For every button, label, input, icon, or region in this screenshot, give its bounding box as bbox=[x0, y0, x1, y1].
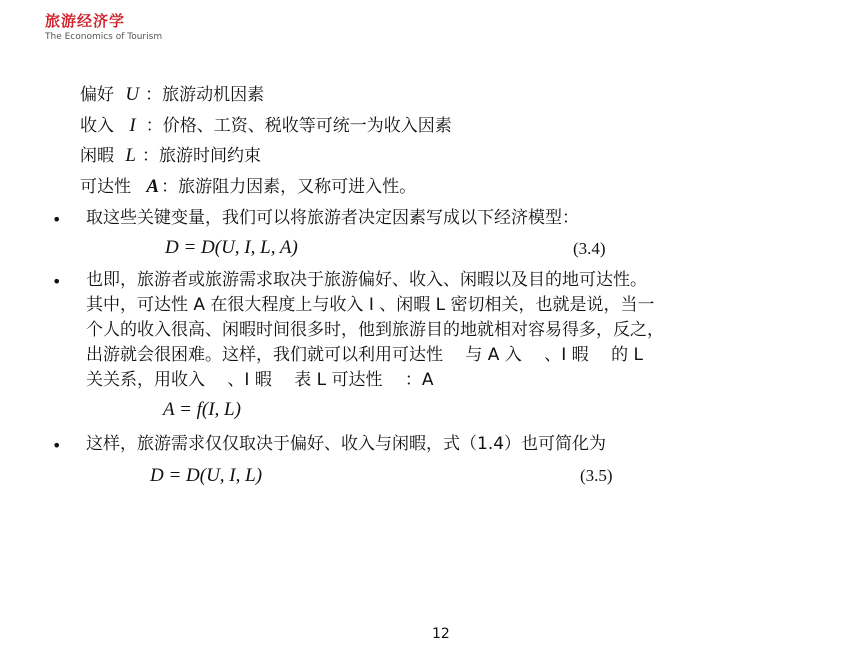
separator: ： bbox=[141, 146, 159, 166]
paragraph-accessibility bbox=[86, 268, 664, 393]
logo-title-en: The Economics of Tourism bbox=[45, 32, 163, 42]
paragraph-line: 取这些关键变量，我们可以将旅游者决定因素写成以下经济模型： bbox=[86, 208, 579, 228]
paragraph-model-intro bbox=[86, 206, 579, 231]
formula-demand-simplified: D = D(U, I, L) bbox=[150, 465, 263, 486]
separator: ： bbox=[145, 116, 163, 136]
paragraph-line: 出游就会很困难。这样，我们就可以利用可达性 与 A 入 、I 暇 的 L bbox=[86, 345, 643, 365]
bullet-marker: • bbox=[52, 272, 62, 291]
paragraph-line: 这样，旅游需求仅仅取决于偏好、收入与闲暇，式（1.4）也可简化为 bbox=[86, 434, 607, 454]
definition-leisure bbox=[80, 146, 261, 166]
symbol-i: I bbox=[129, 115, 136, 136]
bullet-marker: • bbox=[52, 210, 62, 229]
definition-label: 收入 bbox=[80, 116, 114, 136]
equation-number-3-4: (3.4) bbox=[573, 239, 606, 258]
symbol-a: A bbox=[146, 176, 160, 197]
separator: ： bbox=[145, 85, 163, 105]
definition-accessibility bbox=[80, 177, 416, 197]
symbol-l: L bbox=[125, 145, 136, 166]
formula-accessibility: A = f(I, L) bbox=[163, 399, 241, 420]
paragraph-line: 其中，可达性 A 在很大程度上与收入 I 、闲暇 L 密切相关，也就是说，当一 bbox=[86, 295, 655, 315]
definition-income bbox=[80, 116, 452, 136]
definition-preference bbox=[80, 85, 264, 105]
paragraph-line: 也即，旅游者或旅游需求取决于旅游偏好、收入、闲暇以及目的地可达性。 bbox=[86, 270, 647, 290]
separator: ： bbox=[161, 177, 179, 197]
definition-text: 价格、工资、税收等可统一为收入因素 bbox=[162, 116, 452, 136]
logo-title-cn: 旅游经济学 bbox=[45, 12, 126, 30]
equation-number-3-5: (3.5) bbox=[580, 466, 613, 485]
page-number: 12 bbox=[432, 626, 450, 642]
definition-label: 闲暇 bbox=[80, 146, 114, 166]
definition-text: 旅游阻力因素，又称可进入性。 bbox=[178, 177, 417, 197]
definition-label: 可达性 bbox=[80, 177, 131, 197]
symbol-u: U bbox=[125, 84, 140, 105]
bullet-marker: • bbox=[52, 436, 62, 455]
definition-text: 旅游动机因素 bbox=[162, 85, 265, 105]
paragraph-line: 个人的收入很高、闲暇时间很多时，他到旅游目的地就相对容易得多，反之， bbox=[86, 320, 664, 340]
paragraph-simplified bbox=[86, 432, 606, 457]
definition-text: 旅游时间约束 bbox=[158, 146, 261, 166]
formula-demand-full: D = D(U, I, L, A) bbox=[165, 237, 298, 258]
definition-label: 偏好 bbox=[80, 85, 114, 105]
paragraph-line: 关关系，用收入 、I 暇 表 L 可达性 ：A bbox=[86, 370, 434, 390]
logo bbox=[45, 10, 162, 42]
